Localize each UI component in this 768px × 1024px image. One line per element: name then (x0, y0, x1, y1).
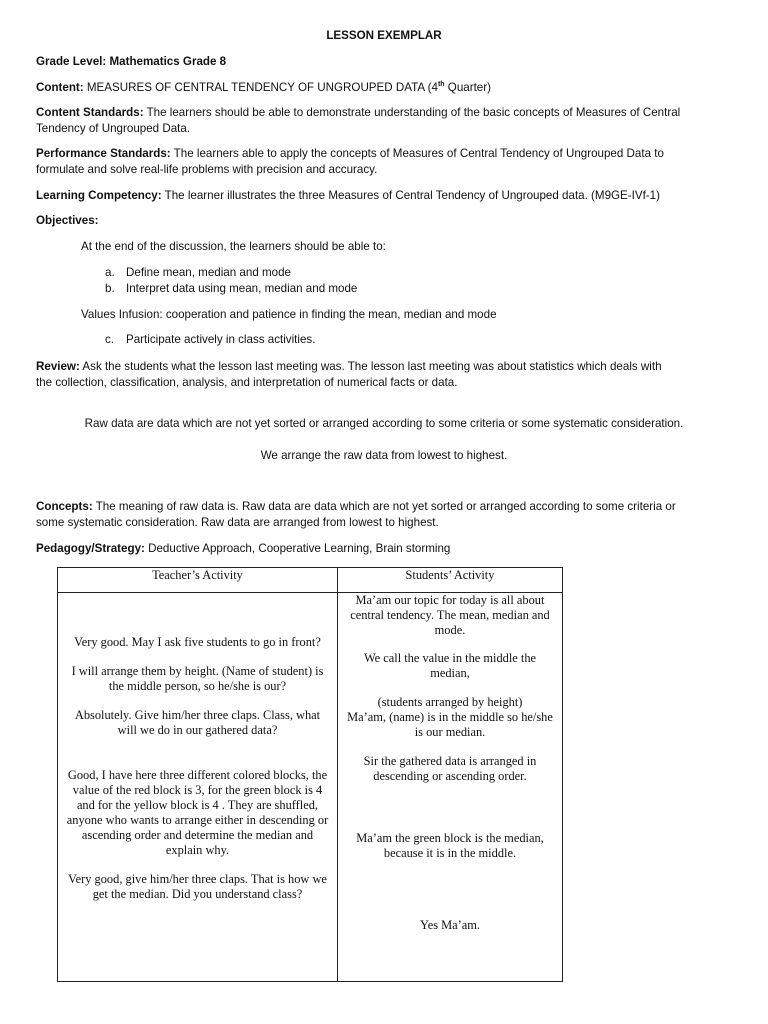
activity-table (57, 567, 563, 982)
raw-data-definition: Raw data are data which are not yet sorted or arranged according to some criteria or some systematic consideration. (84, 417, 684, 430)
content-standards-line2: Tendency of Ungrouped Data. (36, 122, 191, 135)
teacher-line: I will arrange them by height. (Name of student) is the middle person, so he/she is our? (71, 664, 324, 693)
objective-item-c (105, 332, 114, 348)
learning-competency-value: The learner illustrates the three Measures of Central Tendency of Ungrouped data. (M9GE-IVf-1) (161, 189, 660, 202)
performance-standards-label: Performance Standards: (36, 147, 171, 160)
pedagogy-value: Deductive Approach, Cooperative Learning, Brain storming (144, 542, 451, 555)
student-line: (students arranged by height) (377, 695, 523, 709)
teacher-activity-header: Teacher’s Activity (58, 568, 338, 593)
objective-text-b: Interpret data using mean, median and mode (126, 282, 358, 295)
content-value: MEASURES OF CENTRAL TENDENCY OF UNGROUPED DATA (4 (83, 81, 438, 94)
concepts-text1: The meaning of raw data is. Raw data are data which are not yet sorted or arranged according to some criteria or (92, 500, 676, 513)
student-line: Ma’am, (name) is in the middle so he/she is our median. (347, 710, 553, 739)
review-line1 (36, 359, 662, 375)
concepts-line2: some systematic consideration. Raw data are arranged from lowest to highest. (36, 516, 439, 529)
objective-text-a: Define mean, median and mode (126, 266, 291, 279)
objectives-label: Objectives: (36, 214, 99, 227)
values-infusion: Values Infusion: cooperation and patience in finding the mean, median and mode (81, 308, 497, 321)
content-tail: Quarter) (444, 81, 491, 94)
objectives-intro: At the end of the discussion, the learners should be able to: (81, 240, 386, 253)
arrange-note: We arrange the raw data from lowest to highest. (260, 449, 508, 462)
review-line2: the collection, classification, analysis, and interpretation of numerical facts or data. (36, 376, 458, 389)
objective-marker-b: b. (105, 282, 115, 295)
student-line: Ma’am our topic for today is all about central tendency. The mean, median and mode. (350, 593, 550, 637)
content-standards-label: Content Standards: (36, 106, 144, 119)
objective-text-c: Participate actively in class activities. (126, 333, 316, 346)
grade-level-value: Mathematics Grade 8 (106, 55, 227, 68)
table-row (58, 593, 563, 982)
grade-level-line (36, 54, 226, 70)
performance-standards-line2: formulate and solve real-life problems with precision and accuracy. (36, 163, 378, 176)
objective-marker-c: c. (105, 333, 115, 346)
students-activity-cell (338, 593, 563, 982)
teacher-line: Absolutely. Give him/her three claps. Class, what will we do in our gathered data? (74, 708, 321, 737)
teacher-line: Good, I have here three different colored blocks, the value of the red block is 3, for the green block is 4 and for the yellow block is 4 . They are shuffled, anyone who wants to arrange either in descending or ascending order and determine the median and explain why. (66, 768, 329, 857)
teacher-line: Very good, give him/her three claps. That is how we get the median. Did you understand class? (68, 872, 327, 901)
pedagogy-line (36, 541, 450, 557)
students-activity-header: Students’ Activity (338, 568, 563, 593)
pedagogy-label: Pedagogy/Strategy: (36, 542, 145, 555)
concepts-line1 (36, 499, 676, 515)
content-standards-text1: The learners should be able to demonstrate understanding of the basic concepts of Measures of Central (143, 106, 681, 119)
student-line: We call the value in the middle the median, (363, 651, 537, 680)
content-line (36, 80, 491, 96)
grade-level-label: Grade Level: (36, 55, 107, 68)
learning-competency-line (36, 188, 660, 204)
review-label: Review: (36, 360, 80, 373)
content-label: Content: (36, 81, 84, 94)
review-text1: Ask the students what the lesson last meeting was. The lesson last meeting was about statistics which deals with (79, 360, 662, 373)
activity-table-header (58, 568, 563, 593)
student-line: Yes Ma’am. (419, 918, 480, 932)
performance-standards-line1 (36, 146, 664, 162)
document-title: LESSON EXEMPLAR (326, 29, 442, 42)
content-sup: th (437, 81, 445, 89)
student-line: Sir the gathered data is arranged in descending or ascending order. (363, 754, 537, 783)
content-standards-line1 (36, 105, 680, 121)
teacher-activity-cell (58, 593, 338, 982)
objective-item-b (105, 281, 115, 297)
objective-item-a (105, 265, 115, 281)
teacher-line: Very good. May I ask five students to go in front? (74, 635, 321, 649)
learning-competency-label: Learning Competency: (36, 189, 162, 202)
concepts-label: Concepts: (36, 500, 93, 513)
objective-marker-a: a. (105, 266, 115, 279)
performance-standards-text1: The learners able to apply the concepts of Measures of Central Tendency of Ungrouped Data to (170, 147, 664, 160)
student-line: Ma’am the green block is the median, because it is in the middle. (356, 831, 544, 860)
